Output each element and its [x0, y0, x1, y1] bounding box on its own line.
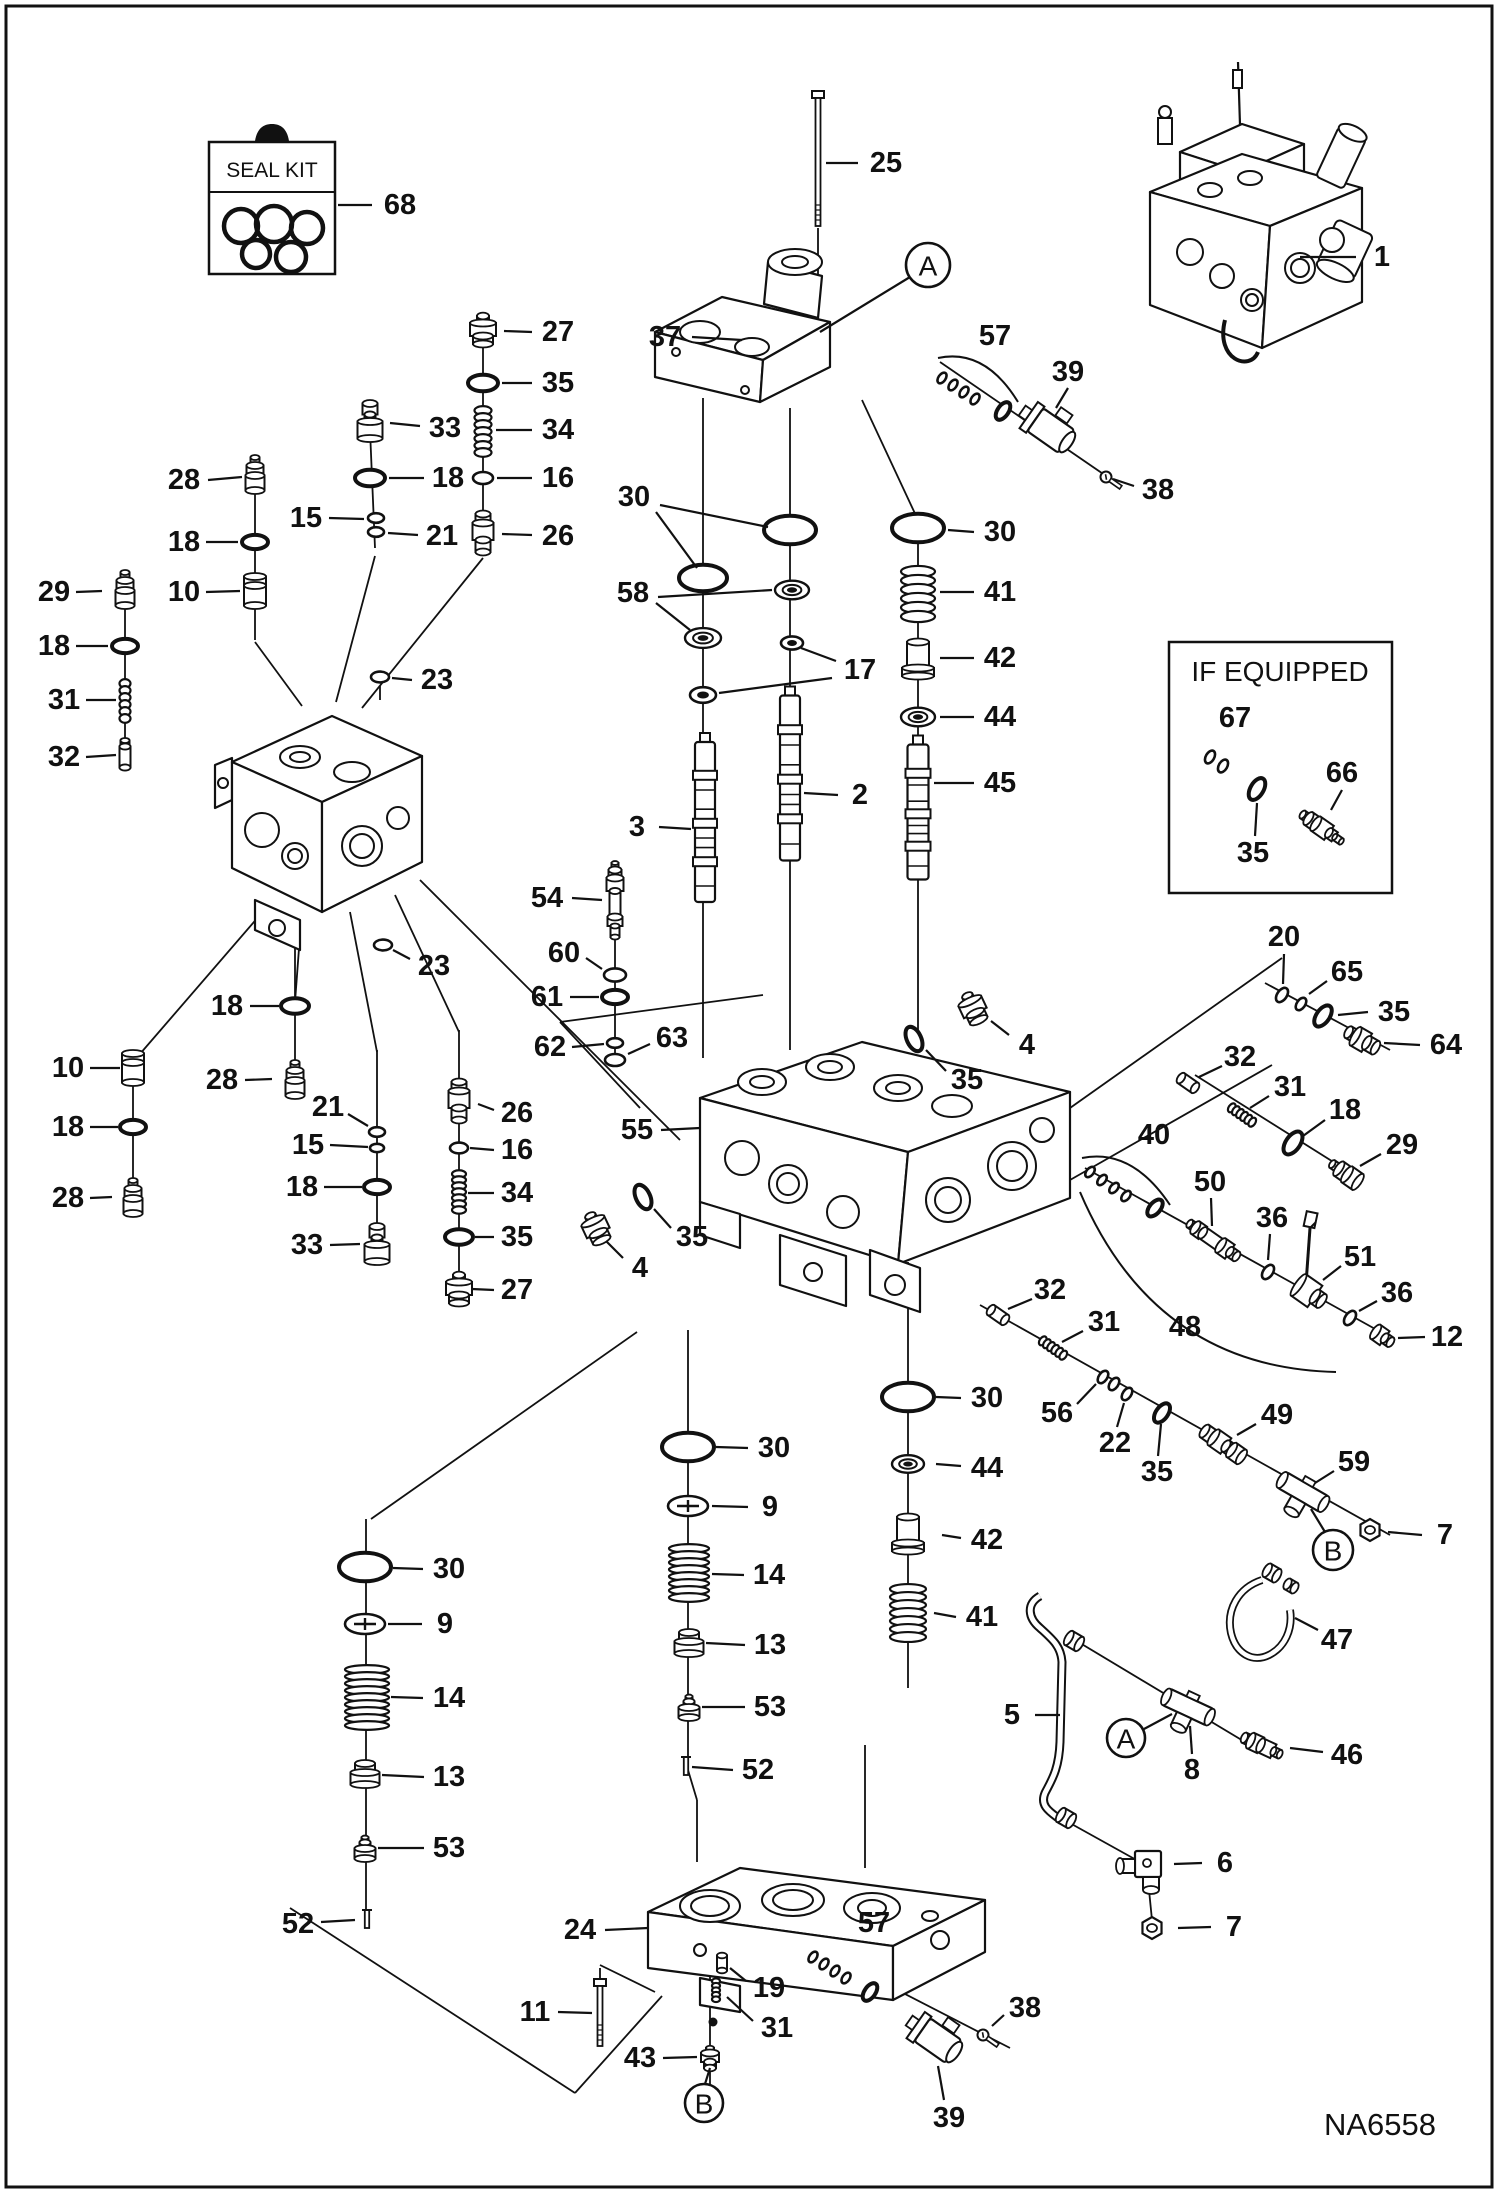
callout-label: 49	[1260, 1399, 1294, 1431]
callout-label: 54	[530, 882, 564, 914]
part-disc17	[781, 636, 803, 649]
callout-label: 62	[533, 1031, 567, 1063]
callout-label: 20	[1267, 921, 1301, 953]
callout-label: 36	[1380, 1277, 1414, 1309]
callout-label: 18	[37, 630, 71, 662]
leader-line	[206, 591, 240, 592]
part-oring	[892, 514, 944, 543]
part-stack	[244, 573, 266, 609]
callout-label: 55	[620, 1114, 654, 1146]
leader-line	[391, 1697, 423, 1698]
callout-label: 18	[210, 990, 244, 1022]
part-washer	[775, 581, 809, 600]
seal-kit-box	[209, 124, 335, 274]
part-stack	[675, 1629, 704, 1657]
callout-label: 56	[1040, 1397, 1074, 1429]
callout-label: 32	[47, 741, 81, 773]
callout-label: 18	[51, 1111, 85, 1143]
callout-label: 39	[932, 2102, 966, 2134]
leader-line	[1178, 1927, 1211, 1928]
part-ringsm	[370, 1144, 384, 1152]
part-stack	[351, 1760, 380, 1788]
part-washer	[901, 708, 935, 727]
leader-line	[712, 1506, 748, 1507]
callout-label: 52	[741, 1754, 775, 1786]
part-spool	[693, 733, 717, 902]
part-spring	[120, 679, 131, 723]
leader-line	[472, 1289, 494, 1290]
leader-line	[663, 2057, 697, 2058]
callout-label: 39	[1051, 356, 1085, 388]
part-spool	[906, 736, 931, 880]
svg-text:B: B	[1323, 1535, 1343, 1567]
callout-label: 59	[1337, 1446, 1371, 1478]
callout-label: 27	[541, 316, 575, 348]
part-oring	[764, 516, 816, 545]
callout-label: 31	[760, 2012, 794, 2044]
part-oring	[242, 535, 268, 549]
figure-number: NA6558	[1323, 2107, 1437, 2142]
callout-label: 41	[965, 1601, 999, 1633]
callout-label: 28	[167, 464, 201, 496]
callout-label: 30	[432, 1553, 466, 1585]
part-ringsm	[371, 672, 389, 683]
part-disc17	[690, 687, 716, 703]
leader-line	[76, 591, 102, 592]
callout-57	[979, 320, 1011, 352]
callout-label: 66	[1325, 757, 1359, 789]
callout-label: 35	[950, 1064, 984, 1096]
part-oring	[281, 998, 309, 1013]
callout-label: 16	[541, 462, 575, 494]
callout-label: 2	[851, 779, 869, 811]
callout-label: 10	[51, 1052, 85, 1084]
part-ringsm	[473, 472, 493, 484]
part-ringsm	[369, 1127, 385, 1137]
leader-line	[90, 1197, 112, 1198]
callout-label: 30	[983, 516, 1017, 548]
callout-label: 29	[37, 576, 71, 608]
callout-label: 35	[500, 1221, 534, 1253]
callout-label: 10	[167, 576, 201, 608]
callout-label: 24	[563, 1914, 597, 1946]
part-ringsm	[604, 968, 626, 981]
callout-label: 45	[983, 767, 1017, 799]
leader-line	[712, 1574, 744, 1575]
part-oring	[339, 1553, 391, 1582]
callout-label: 33	[428, 412, 462, 444]
part-oring	[112, 639, 138, 653]
leader-line	[936, 1397, 961, 1398]
callout-label: 27	[500, 1274, 534, 1306]
callout-label: 18	[285, 1171, 319, 1203]
callout-label: 60	[547, 937, 581, 969]
callout-label: 35	[1377, 996, 1411, 1028]
part-disc9	[668, 1496, 708, 1516]
part-spring	[345, 1665, 389, 1730]
callout-label: 57	[978, 320, 1012, 352]
part-spring	[901, 566, 935, 622]
leader-line	[1398, 1337, 1425, 1338]
part-stack	[449, 1079, 470, 1124]
callout-label: 53	[432, 1832, 466, 1864]
callout-label: 40	[1137, 1119, 1171, 1151]
callout-label: 13	[432, 1761, 466, 1793]
leader-line	[245, 1079, 272, 1080]
callout-label: 31	[1087, 1306, 1121, 1338]
callout-label: 4	[631, 1252, 649, 1284]
callout-40	[1138, 1119, 1170, 1151]
leader-line	[393, 1568, 423, 1569]
callout-label: 7	[1436, 1519, 1454, 1551]
callout-label: 28	[205, 1064, 239, 1096]
part-oring	[445, 1229, 473, 1244]
part-ringsm	[450, 1143, 468, 1154]
callout-label: 38	[1141, 474, 1175, 506]
part-disc9	[345, 1614, 385, 1634]
part-oring	[882, 1383, 934, 1412]
callout-label: 48	[1168, 1311, 1202, 1343]
callout-label: 41	[983, 576, 1017, 608]
callout-label: 25	[869, 147, 903, 179]
callout-label: 34	[500, 1177, 534, 1209]
callout-57	[858, 1907, 890, 1939]
part-ball	[709, 2018, 718, 2027]
callout-label: 67	[1218, 702, 1252, 734]
callout-label: 5	[1003, 1699, 1021, 1731]
callout-label: 1	[1373, 241, 1391, 273]
callout-label: 18	[167, 526, 201, 558]
part-spring	[452, 1170, 466, 1213]
callout-label: 14	[432, 1682, 466, 1714]
part-nut	[1360, 1519, 1379, 1541]
callout-label: 53	[753, 1691, 787, 1723]
part-spring	[475, 406, 492, 457]
callout-label: 68	[383, 189, 417, 221]
callout-label: 64	[1429, 1029, 1463, 1061]
callout-label: 47	[1320, 1624, 1354, 1656]
part-spring	[890, 1584, 926, 1642]
part-ringsm	[368, 513, 384, 523]
part-spring	[669, 1544, 709, 1602]
callout-label: 35	[1140, 1456, 1174, 1488]
part-oring	[355, 470, 385, 487]
callout-label: 18	[1328, 1094, 1362, 1126]
leader-line	[330, 1244, 360, 1245]
part-nut	[1142, 1917, 1161, 1939]
callout-67	[1219, 702, 1251, 734]
callout-label: 28	[51, 1182, 85, 1214]
part-ringsm	[605, 1054, 625, 1066]
seal-kit-title: SEAL KIT	[226, 159, 318, 182]
callout-label: 8	[1183, 1754, 1201, 1786]
part-ringsm	[374, 940, 392, 951]
callout-label: 35	[541, 367, 575, 399]
if-equipped-title: IF EQUIPPED	[1191, 656, 1369, 687]
part-oring	[602, 990, 628, 1004]
leader-line	[1211, 1198, 1212, 1226]
if-equipped-box	[1169, 642, 1392, 893]
part-stack	[902, 639, 934, 680]
callout-label: 7	[1225, 1911, 1243, 1943]
part-ringsm	[607, 1038, 623, 1048]
part-stack	[120, 738, 131, 771]
part-oring	[120, 1120, 146, 1134]
callout-label: 33	[290, 1229, 324, 1261]
callout-label: 42	[983, 642, 1017, 674]
callout-label: 38	[1008, 1992, 1042, 2024]
svg-text:A: A	[918, 250, 938, 282]
part-spool	[778, 687, 802, 861]
callout-label: 18	[431, 462, 465, 494]
callout-label: 35	[675, 1221, 709, 1253]
callout-label: 46	[1330, 1739, 1364, 1771]
leader-line	[1174, 1863, 1202, 1864]
callout-label: 22	[1098, 1427, 1132, 1459]
callout-label: 44	[970, 1452, 1004, 1484]
callout-label: 13	[753, 1629, 787, 1661]
part-stack	[717, 1953, 727, 1974]
callout-label: 32	[1033, 1274, 1067, 1306]
callout-label: 43	[623, 2042, 657, 2074]
callout-label: 31	[1273, 1071, 1307, 1103]
leader-line	[504, 331, 532, 332]
leader-line	[558, 2012, 592, 2013]
callout-label: 6	[1216, 1847, 1234, 1879]
callout-label: 21	[425, 520, 459, 552]
callout-label: 58	[616, 577, 650, 609]
callout-label: 35	[1236, 837, 1270, 869]
part-stack	[122, 1050, 144, 1086]
callout-label: 19	[752, 1972, 786, 2004]
part-washer	[685, 628, 721, 648]
callout-label: 37	[648, 321, 682, 353]
callout-label: 63	[655, 1022, 689, 1054]
callout-label: 31	[47, 684, 81, 716]
leader-line	[329, 518, 364, 519]
callout-label: 12	[1430, 1321, 1464, 1353]
svg-text:B: B	[694, 2088, 714, 2120]
callout-label: 29	[1385, 1129, 1419, 1161]
leader-line	[502, 534, 532, 535]
callout-label: 57	[857, 1907, 891, 1939]
part-oring	[679, 565, 727, 591]
callout-label: 50	[1193, 1166, 1227, 1198]
callout-label: 52	[281, 1908, 315, 1940]
part-ringsm	[368, 527, 384, 537]
callout-label: 44	[983, 701, 1017, 733]
leader-line	[716, 1447, 748, 1448]
part-oring	[662, 1433, 714, 1462]
callout-48	[1169, 1311, 1201, 1343]
callout-label: 21	[311, 1091, 345, 1123]
callout-label: 65	[1330, 956, 1364, 988]
leader-line	[1283, 954, 1284, 984]
callout-label: 14	[752, 1559, 786, 1591]
callout-label: 17	[843, 654, 877, 686]
callout-label: 16	[500, 1134, 534, 1166]
callout-label: 34	[541, 414, 575, 446]
callout-label: 26	[541, 520, 575, 552]
svg-text:A: A	[1116, 1723, 1136, 1755]
callout-label: 61	[530, 981, 564, 1013]
callout-label: 9	[436, 1608, 454, 1640]
callout-label: 4	[1018, 1029, 1036, 1061]
part-stack	[473, 511, 494, 556]
callout-label: 26	[500, 1097, 534, 1129]
callout-label: 30	[617, 481, 651, 513]
callout-label: 23	[417, 950, 451, 982]
callout-label: 30	[757, 1432, 791, 1464]
callout-label: 32	[1223, 1041, 1257, 1073]
callout-label: 42	[970, 1524, 1004, 1556]
callout-label: 9	[761, 1491, 779, 1523]
callout-label: 30	[970, 1382, 1004, 1414]
callout-label: 51	[1343, 1241, 1377, 1273]
callout-label: 23	[420, 664, 454, 696]
callout-label: 15	[291, 1129, 325, 1161]
part-stack	[701, 2046, 719, 2072]
part-oring	[364, 1180, 390, 1194]
part-spring	[712, 1978, 720, 2002]
callout-label: 15	[289, 502, 323, 534]
part-stack	[892, 1514, 924, 1555]
callout-label: 36	[1255, 1202, 1289, 1234]
callout-label: 3	[628, 811, 646, 843]
part-washer	[892, 1455, 924, 1473]
part-oring	[468, 375, 498, 392]
callout-label: 11	[519, 1996, 551, 2028]
